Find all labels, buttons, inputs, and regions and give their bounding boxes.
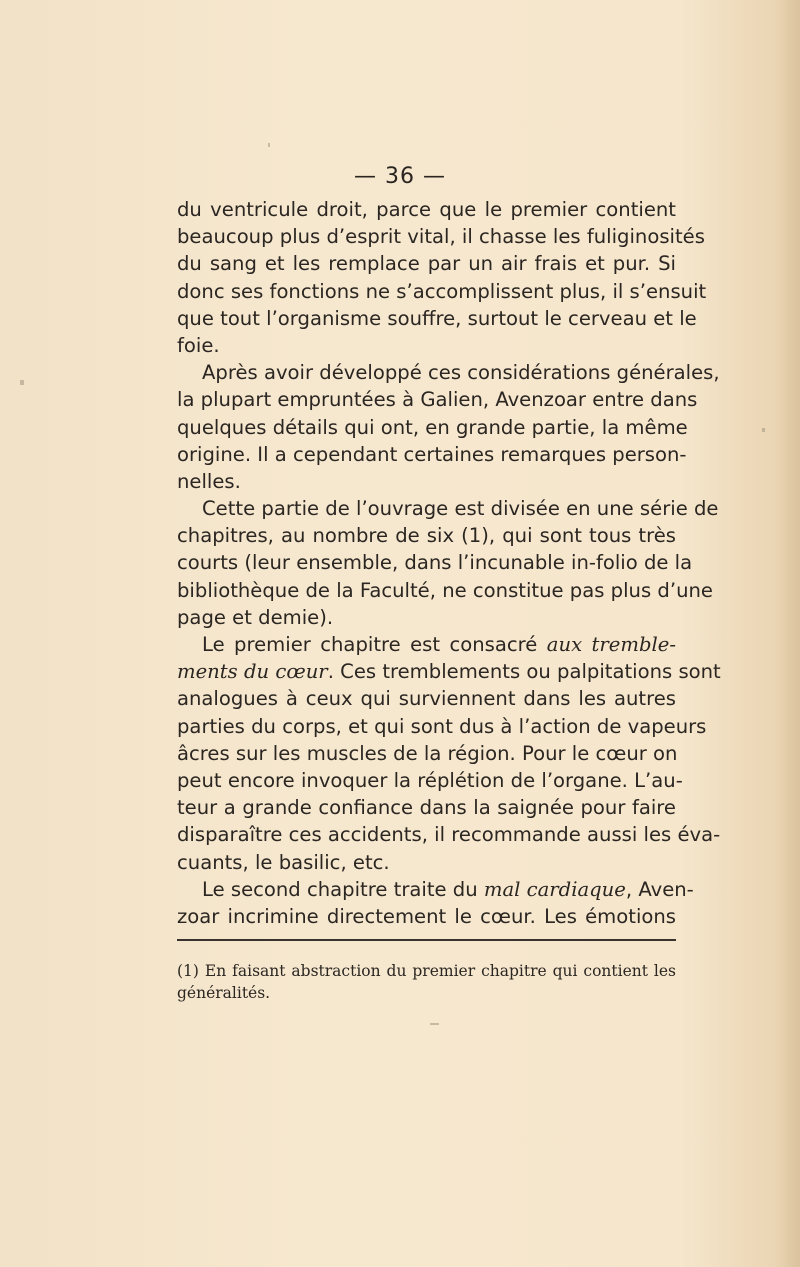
footnote-line: (1) En faisant abstraction du premier chapitre qui contient les <box>177 962 676 980</box>
text-line: courts (leur ensemble, dans l’incunable in-folio de la <box>177 551 693 575</box>
text-line: quelques détails qui ont, en grande partie, la même <box>177 415 688 439</box>
italic-segment: mal cardiaque <box>483 877 626 901</box>
text-line: analogues à ceux qui surviennent dans les autres <box>177 687 676 711</box>
text-line: du sang et les remplace par un air frais et pur. Si <box>177 252 676 276</box>
text-line: zoar incrimine directement le cœur. Les émotions <box>177 904 676 928</box>
text-segment: . Ces tremblements ou palpitations sont <box>327 660 721 684</box>
paper-speck <box>20 380 24 385</box>
paragraph-start-line: Cette partie de l’ouvrage est divisée en une série de <box>202 497 719 521</box>
text-line: teur a grande confiance dans la saignée pour faire <box>177 796 676 820</box>
main-text <box>177 196 721 930</box>
text-line: origine. Il a cependant certaines remarques person- <box>177 442 687 466</box>
text-line: bibliothèque de la Faculté, ne constitue pas plus d’une <box>177 578 713 602</box>
text-line: nelles. <box>177 469 241 493</box>
text-line: disparaître ces accidents, il recommande aussi les éva- <box>177 823 721 847</box>
text-line <box>177 658 721 685</box>
text-line: peut encore invoquer la réplétion de l’organe. L’au- <box>177 768 683 792</box>
text-line: donc ses fonctions ne s’accomplissent plus, il s’ensuit <box>177 279 707 303</box>
page-number: — 36 — <box>354 164 446 189</box>
text-line: page et demie). <box>177 605 334 629</box>
text-line: parties du corps, et qui sont dus à l’action de vapeurs <box>177 714 707 738</box>
footnote-rule <box>177 939 676 941</box>
paper-speck <box>762 428 765 432</box>
text-line: cuants, le basilic, etc. <box>177 850 390 874</box>
text-line: âcres sur les muscles de la région. Pour le cœur on <box>177 741 678 765</box>
text-line: foie. <box>177 333 220 357</box>
text-line: beaucoup plus d’esprit vital, il chasse les fuliginosités <box>177 225 705 249</box>
footnote-line: généralités. <box>177 984 271 1002</box>
paragraph-start-line <box>177 631 676 658</box>
text-segment: , Aven- <box>625 877 694 901</box>
text-line: du ventricule droit, parce que le premier contient <box>177 198 676 221</box>
footnote <box>177 960 676 1004</box>
paper-speck <box>430 1023 439 1025</box>
text-line: la plupart empruntées à Galien, Avenzoar entre dans <box>177 388 698 412</box>
text-line: chapitres, au nombre de six (1), qui sont tous très <box>177 524 676 548</box>
text-segment: Le premier chapitre est consacré <box>202 633 547 656</box>
italic-segment: aux tremble- <box>546 633 676 656</box>
italic-segment: ments du cœur <box>177 660 328 684</box>
paragraph-start-line: Après avoir développé ces considérations générales, <box>202 361 720 385</box>
paper-speck <box>268 143 270 147</box>
paragraph-start-line <box>177 876 694 903</box>
text-segment: Le second chapitre traite du <box>202 877 484 901</box>
text-line: que tout l’organisme souffre, surtout le cerveau et le <box>177 306 697 330</box>
